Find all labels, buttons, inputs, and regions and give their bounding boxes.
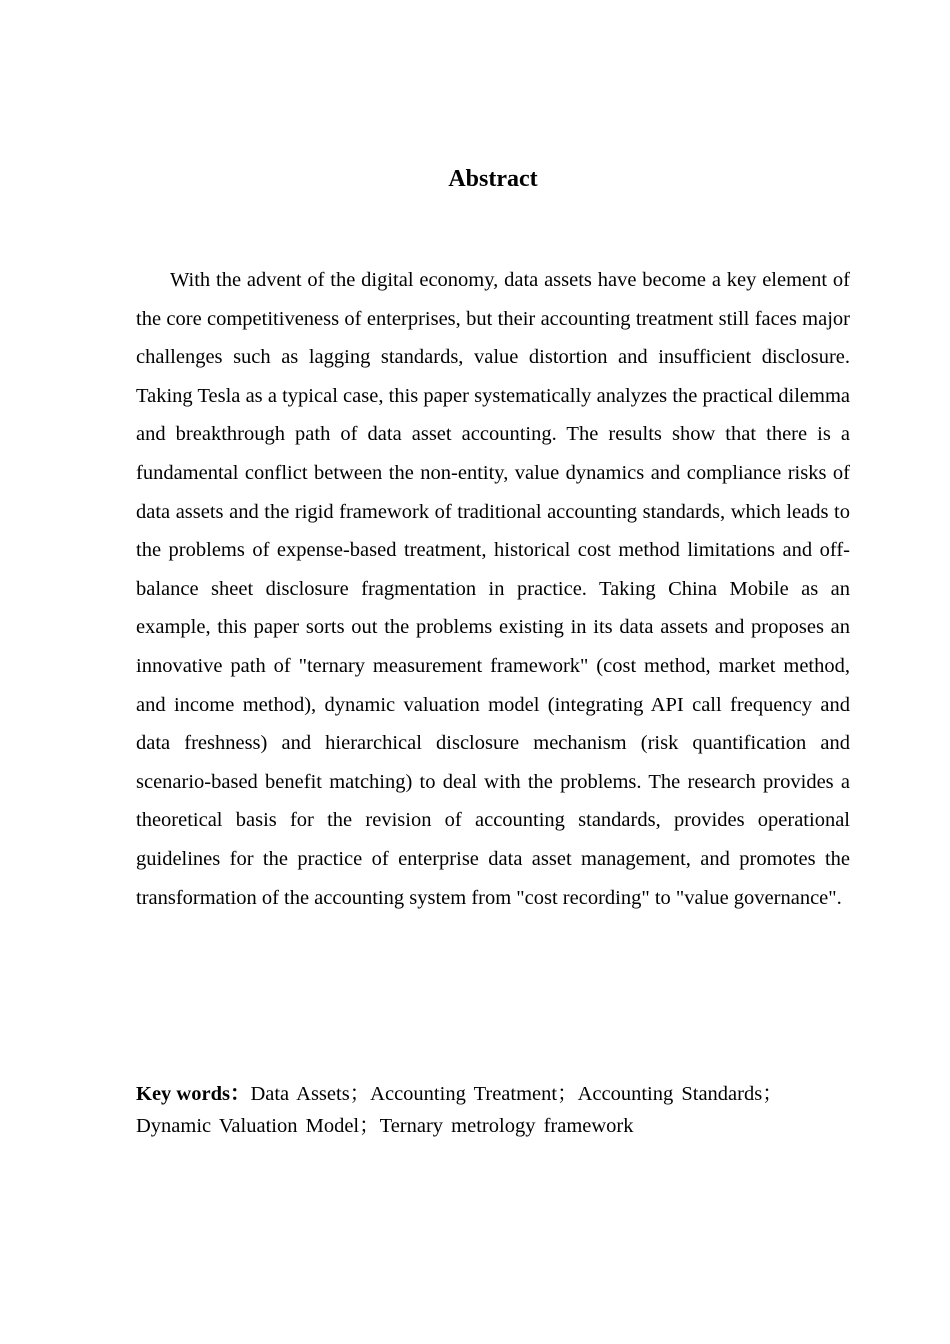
keywords-line [136, 1078, 850, 1142]
abstract-title: Abstract [448, 166, 538, 192]
keywords-text: Data Assets；Accounting Treatment；Accounting Standards；Dynamic Valuation Model；Ternary metrology framework [136, 1083, 783, 1137]
abstract-body: With the advent of the digital economy, data assets have become a key element of the core competitiveness of enterprises, but their accounting treatment still faces major challenges such as lagging standards, value distortion and insufficient disclosure. Taking Tesla as a typical case, this paper systematically analyzes the practical dilemma and breakthrough path of data asset accounting. The results show that there is a fundamental conflict between the non-entity, value dynamics and compliance risks of data assets and the rigid framework of traditional accounting standards, which leads to the problems of expense-based treatment, historical cost method limitations and off-balance sheet disclosure fragmentation in practice. Taking China Mobile as an example, this paper sorts out the problems existing in its data assets and proposes an innovative path of "ternary measurement framework" (cost method, market method, and income method), dynamic valuation model (integrating API call frequency and data freshness) and hierarchical disclosure mechanism (risk quantification and scenario-based benefit matching) to deal with the problems. The research provides a theoretical basis for the revision of accounting standards, provides operational guidelines for the practice of enterprise data asset management, and promotes the transformation of the accounting system from "cost recording" to "value governance". [136, 269, 850, 909]
keywords-label: Key words： [136, 1083, 251, 1105]
